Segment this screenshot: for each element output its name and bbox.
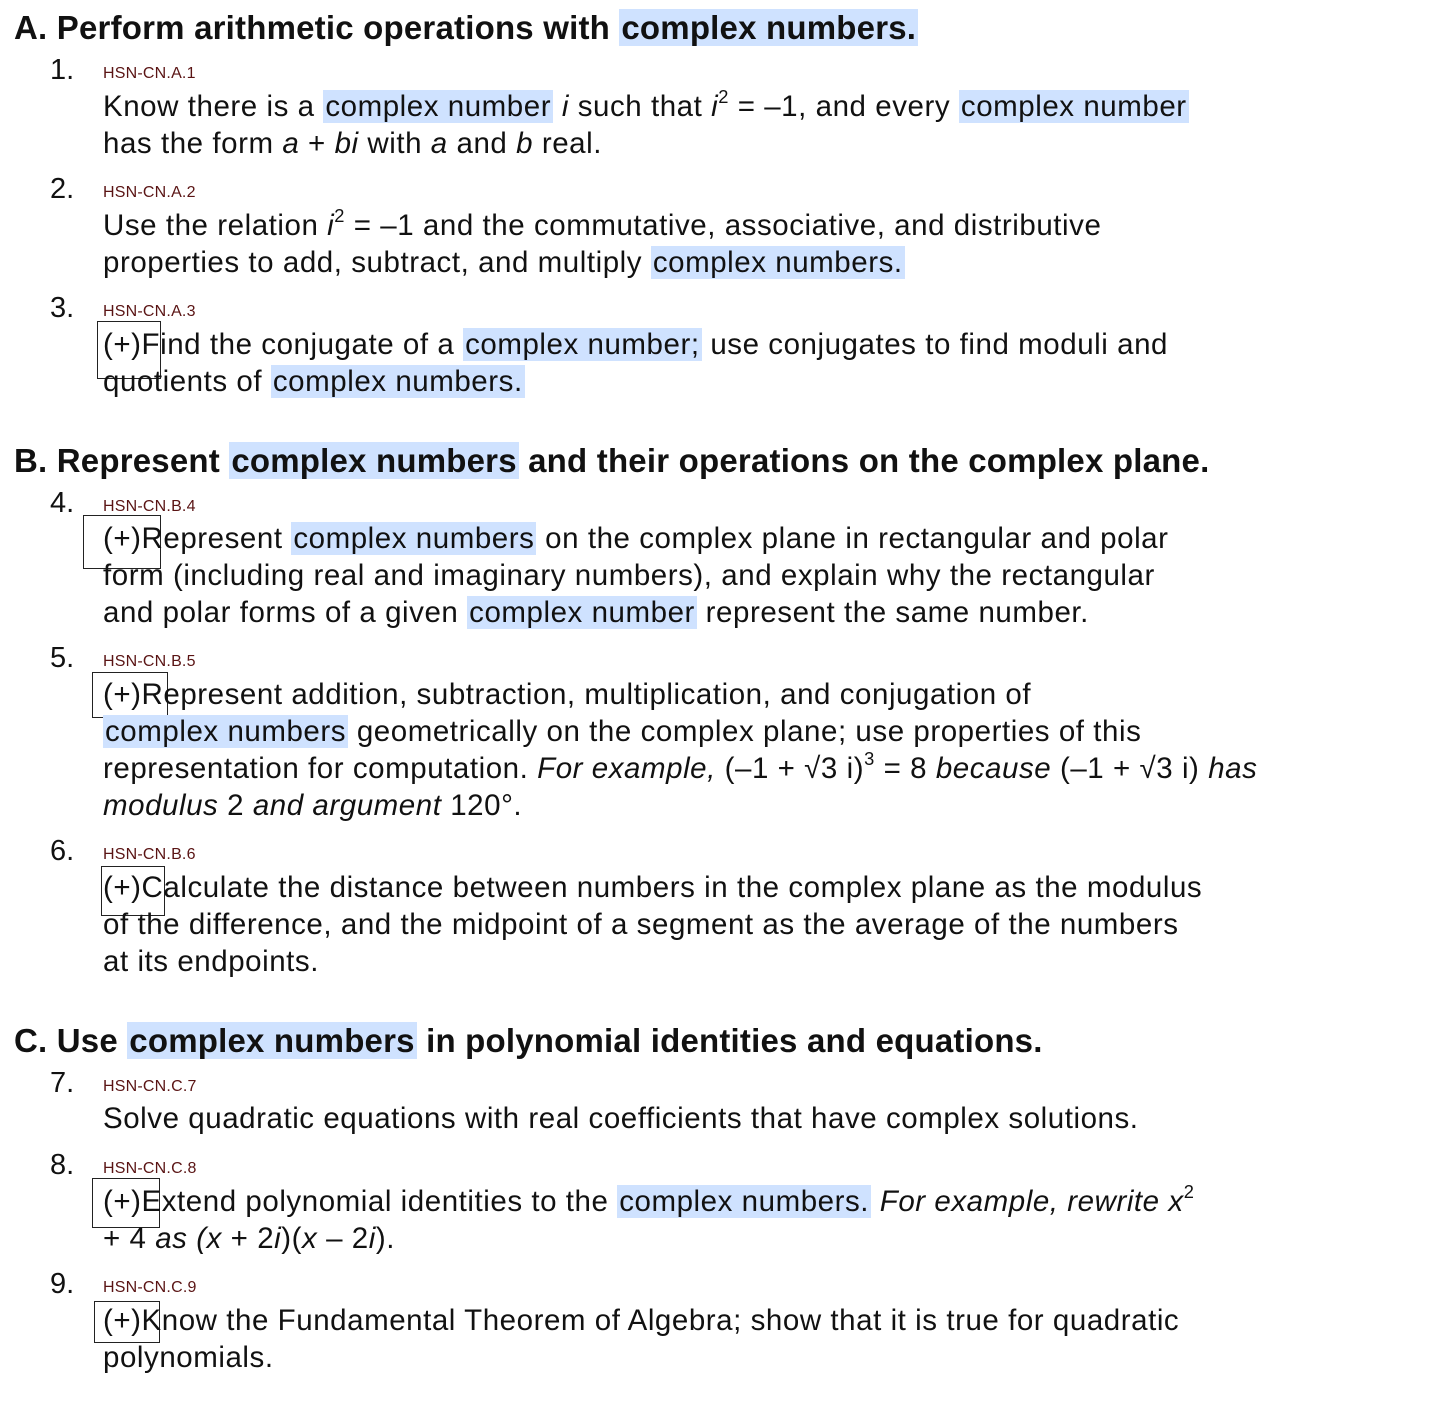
standard-code: HSN-CN.A.2 (103, 184, 196, 201)
standard-number: 7. (50, 1067, 75, 1099)
standard-number: 2. (50, 173, 75, 205)
plus-marker: (+) (103, 678, 142, 711)
standard-code: HSN-CN.B.5 (103, 653, 196, 670)
standard-text-7: Solve quadratic equations with real coefficients that have complex solutions. (103, 1102, 1139, 1135)
highlight: complex numbers (129, 1022, 415, 1059)
standard-number: 5. (50, 642, 75, 674)
standard-code: HSN-CN.A.1 (103, 65, 196, 82)
standard-number: 9. (50, 1268, 75, 1300)
standard-text-8: (+)Extend polynomial identities to the complex numbers. For example, rewrite $x^2$ + 4 as (x + 2i)(x – 2i). (103, 1181, 1195, 1255)
standard-number: 6. (50, 835, 75, 867)
standard-text-2: Use the relation $i^2 = -1$ and the commutative, associative, and distributive properties to add, subtract, and multiply complex numbers. (103, 205, 1102, 279)
standard-code: HSN-CN.A.3 (103, 303, 196, 320)
section-heading-b: B. Represent complex numbers and their operations on the complex plane. (14, 442, 1210, 479)
plus-marker: (+) (103, 328, 142, 361)
standard-code: HSN-CN.B.4 (103, 498, 196, 515)
standard-text-4: (+)Represent complex numbers on the complex plane in rectangular and polar form (including real and imaginary numbers), and explain why the rectangular and polar forms of a given complex number represent the same number. (103, 522, 1169, 629)
plus-marker: (+) (103, 1185, 142, 1218)
standard-code: HSN-CN.C.8 (103, 1160, 197, 1177)
standard-text-5: (+)Represent addition, subtraction, multiplication, and conjugation of complex numbers geometrically on the complex plane; use properties of this representation for computation. For example, (–1 + √3 i)$^3$ = 8 because (–1 + √3 i) has modulus 2 and argument 120°. (103, 678, 1258, 822)
standard-number: 4. (50, 487, 75, 519)
standard-number: 1. (50, 54, 75, 86)
standard-text-3: (+)Find the conjugate of a complex number; use conjugates to find moduli and quotients of complex numbers. (103, 328, 1168, 398)
plus-marker: (+) (103, 522, 142, 555)
plus-marker: (+) (103, 871, 142, 904)
standard-number: 3. (50, 292, 75, 324)
standard-number: 8. (50, 1149, 75, 1181)
standard-text-9: (+)Know the Fundamental Theorem of Algebra; show that it is true for quadratic polynomials. (103, 1304, 1180, 1374)
plus-marker: (+) (103, 1304, 142, 1337)
standard-code: HSN-CN.C.7 (103, 1078, 197, 1095)
section-heading-a: A. Perform arithmetic operations with complex numbers. (14, 9, 917, 46)
highlight: complex numbers (231, 442, 517, 479)
standard-code: HSN-CN.C.9 (103, 1279, 197, 1296)
standard-text-1: Know there is a complex number i such that $i^2 = -1$, and every complex number has the form a + bi with a and b real. (103, 86, 1187, 160)
standard-text-6: (+)Calculate the distance between numbers in the complex plane as the modulus of the difference, and the midpoint of a segment as the average of the numbers at its endpoints. (103, 871, 1203, 978)
section-heading-c: C. Use complex numbers in polynomial identities and equations. (14, 1022, 1043, 1059)
standard-code: HSN-CN.B.6 (103, 846, 196, 863)
highlight: complex numbers. (621, 9, 917, 46)
